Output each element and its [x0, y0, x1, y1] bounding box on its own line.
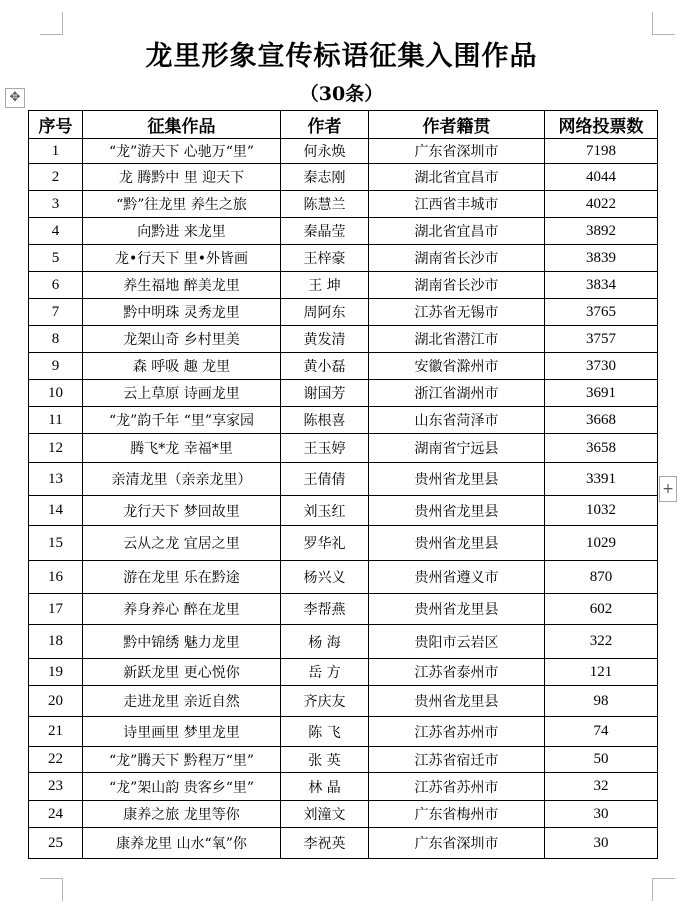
cell-origin: 广东省梅州市	[369, 801, 545, 828]
cell-origin: 贵州省龙里县	[369, 496, 545, 526]
table-row	[29, 353, 658, 380]
header-votes: 网络投票数	[545, 111, 658, 139]
cell-number: 1	[29, 139, 83, 164]
table-row	[29, 773, 658, 801]
cell-work: 康养之旅 龙里等你	[83, 801, 281, 828]
cell-work: 黔中锦绣 魅力龙里	[83, 625, 281, 659]
move-icon: ✥	[9, 90, 21, 105]
cell-number: 21	[29, 717, 83, 747]
cell-work: “龙”韵千年 “里”享家园	[83, 407, 281, 434]
cell-number: 10	[29, 380, 83, 407]
header-author: 作者	[281, 111, 369, 139]
cell-number: 6	[29, 272, 83, 299]
cell-votes: 98	[545, 686, 658, 717]
cell-work: 云上草原 诗画龙里	[83, 380, 281, 407]
cell-work: 养生福地 醉美龙里	[83, 272, 281, 299]
cell-votes: 3892	[545, 218, 658, 245]
page-subtitle: （30条）	[299, 83, 384, 105]
works-table	[28, 110, 658, 859]
cell-author: 齐庆友	[281, 686, 369, 717]
cell-number: 19	[29, 659, 83, 686]
cell-number: 3	[29, 191, 83, 218]
table-row	[29, 139, 658, 164]
table-row	[29, 326, 658, 353]
cell-author: 王倩倩	[281, 463, 369, 496]
cell-work: “龙”游天下 心驰万“里”	[83, 139, 281, 164]
cell-work: “龙”架山韵 贵客乡“里”	[83, 773, 281, 801]
cell-number: 22	[29, 747, 83, 773]
cell-votes: 4044	[545, 164, 658, 191]
table-row	[29, 717, 658, 747]
cell-author: 李祝英	[281, 828, 369, 859]
page-corner-mark-top-left	[40, 12, 63, 35]
cell-number: 9	[29, 353, 83, 380]
cell-number: 18	[29, 625, 83, 659]
cell-work: 龙 腾黔中 里 迎天下	[83, 164, 281, 191]
cell-votes: 870	[545, 561, 658, 594]
cell-work: 养身养心 醉在龙里	[83, 594, 281, 625]
table-header-row	[29, 111, 658, 139]
cell-origin: 广东省深圳市	[369, 139, 545, 164]
cell-votes: 322	[545, 625, 658, 659]
cell-number: 8	[29, 326, 83, 353]
table-row	[29, 801, 658, 828]
cell-origin: 湖南省长沙市	[369, 245, 545, 272]
cell-origin: 江苏省泰州市	[369, 659, 545, 686]
cell-number: 17	[29, 594, 83, 625]
page-corner-mark-bottom-left	[40, 878, 63, 901]
cell-origin: 山东省菏泽市	[369, 407, 545, 434]
cell-work: 云从之龙 宜居之里	[83, 526, 281, 561]
cell-origin: 湖北省宜昌市	[369, 218, 545, 245]
table-row	[29, 434, 658, 463]
table-row	[29, 164, 658, 191]
cell-number: 11	[29, 407, 83, 434]
table-add-row-handle[interactable]	[659, 476, 677, 502]
cell-votes: 3658	[545, 434, 658, 463]
cell-origin: 贵州省龙里县	[369, 526, 545, 561]
cell-number: 16	[29, 561, 83, 594]
cell-author: 杨 海	[281, 625, 369, 659]
cell-number: 12	[29, 434, 83, 463]
cell-votes: 74	[545, 717, 658, 747]
cell-work: 龙架山奇 乡村里美	[83, 326, 281, 353]
cell-work: 亲清龙里（亲亲龙里）	[83, 463, 281, 496]
cell-votes: 3839	[545, 245, 658, 272]
cell-number: 7	[29, 299, 83, 326]
cell-author: 秦晶莹	[281, 218, 369, 245]
cell-author: 秦志刚	[281, 164, 369, 191]
cell-work: 龙行天下 梦回故里	[83, 496, 281, 526]
table-row	[29, 686, 658, 717]
cell-work: 康养龙里 山水“氧”你	[83, 828, 281, 859]
table-row	[29, 218, 658, 245]
table-row	[29, 272, 658, 299]
cell-work: 诗里画里 梦里龙里	[83, 717, 281, 747]
table-row	[29, 299, 658, 326]
cell-number: 23	[29, 773, 83, 801]
cell-votes: 1029	[545, 526, 658, 561]
cell-number: 5	[29, 245, 83, 272]
cell-author: 何永焕	[281, 139, 369, 164]
cell-author: 李帮燕	[281, 594, 369, 625]
cell-author: 王梓豪	[281, 245, 369, 272]
page-corner-mark-top-right	[652, 12, 675, 35]
table-row	[29, 747, 658, 773]
cell-author: 陈 飞	[281, 717, 369, 747]
cell-origin: 江苏省宿迁市	[369, 747, 545, 773]
table-row	[29, 380, 658, 407]
cell-votes: 3391	[545, 463, 658, 496]
cell-votes: 30	[545, 801, 658, 828]
cell-number: 25	[29, 828, 83, 859]
cell-origin: 安徽省滁州市	[369, 353, 545, 380]
cell-work: 龙•行天下 里•外皆画	[83, 245, 281, 272]
cell-votes: 50	[545, 747, 658, 773]
header-number: 序号	[29, 111, 83, 139]
cell-number: 15	[29, 526, 83, 561]
cell-origin: 浙江省湖州市	[369, 380, 545, 407]
cell-votes: 1032	[545, 496, 658, 526]
cell-origin: 江苏省无锡市	[369, 299, 545, 326]
cell-votes: 3765	[545, 299, 658, 326]
cell-number: 20	[29, 686, 83, 717]
table-row	[29, 594, 658, 625]
cell-votes: 3730	[545, 353, 658, 380]
table-row	[29, 561, 658, 594]
cell-work: 走进龙里 亲近自然	[83, 686, 281, 717]
cell-author: 黄小磊	[281, 353, 369, 380]
cell-author: 刘潼文	[281, 801, 369, 828]
cell-author: 谢国芳	[281, 380, 369, 407]
table-row	[29, 245, 658, 272]
cell-work: 森 呼吸 趣 龙里	[83, 353, 281, 380]
table-row	[29, 659, 658, 686]
cell-origin: 湖南省长沙市	[369, 272, 545, 299]
cell-author: 岳 方	[281, 659, 369, 686]
cell-author: 杨兴义	[281, 561, 369, 594]
cell-author: 张 英	[281, 747, 369, 773]
cell-author: 刘玉红	[281, 496, 369, 526]
page-title: 龙里形象宣传标语征集入围作品	[145, 41, 538, 72]
cell-origin: 贵州省龙里县	[369, 686, 545, 717]
cell-votes: 3691	[545, 380, 658, 407]
cell-votes: 3757	[545, 326, 658, 353]
cell-number: 24	[29, 801, 83, 828]
cell-work: 腾飞*龙 幸福*里	[83, 434, 281, 463]
cell-origin: 湖北省宜昌市	[369, 164, 545, 191]
cell-author: 陈慧兰	[281, 191, 369, 218]
cell-origin: 江西省丰城市	[369, 191, 545, 218]
cell-origin: 贵州省龙里县	[369, 594, 545, 625]
cell-votes: 121	[545, 659, 658, 686]
cell-author: 黄发清	[281, 326, 369, 353]
cell-work: 游在龙里 乐在黔途	[83, 561, 281, 594]
table-row	[29, 407, 658, 434]
table-row	[29, 625, 658, 659]
cell-origin: 贵州省龙里县	[369, 463, 545, 496]
cell-origin: 江苏省苏州市	[369, 773, 545, 801]
cell-author: 周阿东	[281, 299, 369, 326]
table-row	[29, 496, 658, 526]
cell-author: 陈根喜	[281, 407, 369, 434]
cell-origin: 贵州省遵义市	[369, 561, 545, 594]
cell-origin: 贵阳市云岩区	[369, 625, 545, 659]
cell-number: 13	[29, 463, 83, 496]
table-row	[29, 191, 658, 218]
cell-work: “黔”往龙里 养生之旅	[83, 191, 281, 218]
cell-origin: 湖北省潜江市	[369, 326, 545, 353]
cell-votes: 32	[545, 773, 658, 801]
cell-author: 王 坤	[281, 272, 369, 299]
table-row	[29, 828, 658, 859]
page-corner-mark-bottom-right	[652, 878, 675, 901]
cell-origin: 广东省深圳市	[369, 828, 545, 859]
cell-origin: 江苏省苏州市	[369, 717, 545, 747]
cell-author: 罗华礼	[281, 526, 369, 561]
cell-number: 14	[29, 496, 83, 526]
cell-work: “龙”腾天下 黔程万“里”	[83, 747, 281, 773]
cell-work: 新跃龙里 更心悦你	[83, 659, 281, 686]
table-body	[29, 139, 658, 859]
cell-work: 黔中明珠 灵秀龙里	[83, 299, 281, 326]
cell-votes: 3834	[545, 272, 658, 299]
plus-icon: +	[662, 481, 674, 497]
cell-number: 4	[29, 218, 83, 245]
cell-author: 王玉婷	[281, 434, 369, 463]
cell-votes: 3668	[545, 407, 658, 434]
cell-votes: 602	[545, 594, 658, 625]
cell-votes: 7198	[545, 139, 658, 164]
cell-origin: 湖南省宁远县	[369, 434, 545, 463]
table-row	[29, 463, 658, 496]
table-row	[29, 526, 658, 561]
cell-votes: 4022	[545, 191, 658, 218]
header-work: 征集作品	[83, 111, 281, 139]
cell-author: 林 晶	[281, 773, 369, 801]
cell-number: 2	[29, 164, 83, 191]
header-origin: 作者籍贯	[369, 111, 545, 139]
cell-work: 向黔进 来龙里	[83, 218, 281, 245]
cell-votes: 30	[545, 828, 658, 859]
